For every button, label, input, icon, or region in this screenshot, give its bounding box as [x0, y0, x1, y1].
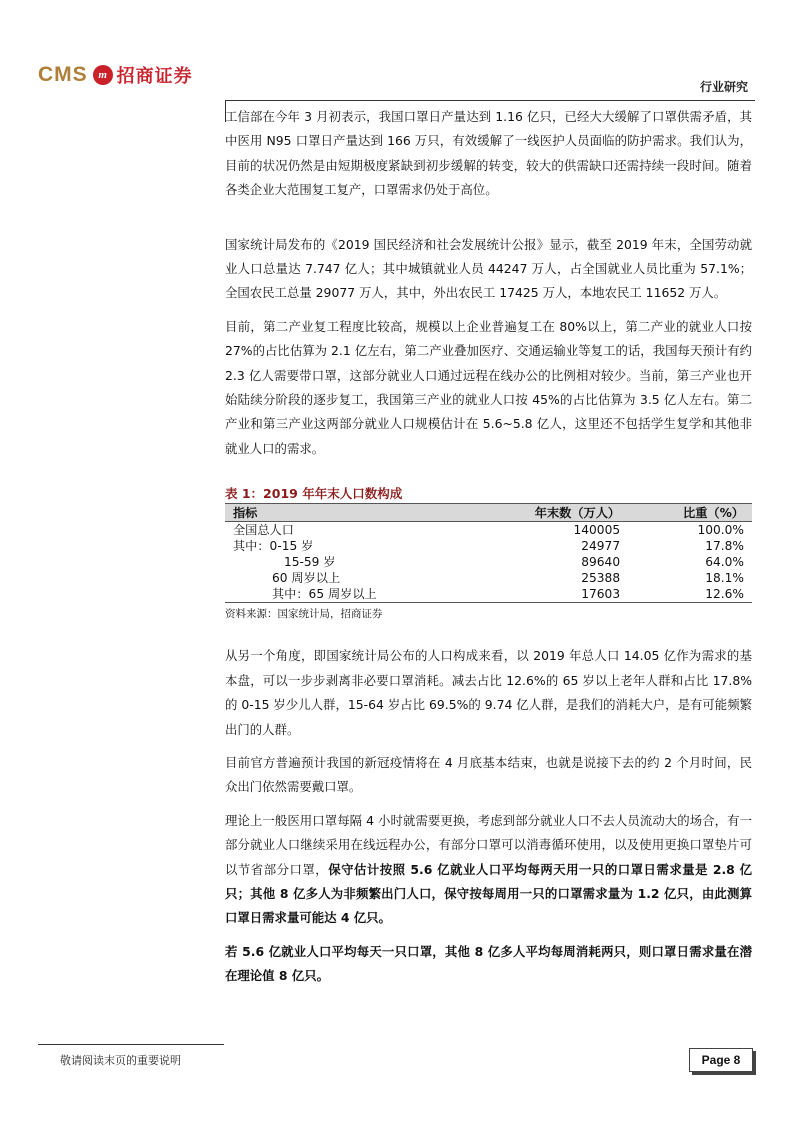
- table-cell-share: 18.1%: [705, 571, 744, 586]
- table-row: [225, 586, 752, 603]
- paragraph-demand-estimate: [225, 809, 752, 931]
- table-title: 表 1：2019 年年末人口数构成: [225, 486, 403, 502]
- logo-cms-text: CMS: [38, 63, 88, 86]
- table-row: [225, 554, 752, 570]
- table-cell-value: 17603: [470, 586, 634, 603]
- table-cell-label: 全国总人口: [233, 523, 294, 538]
- paragraph-theoretical-demand: 若 5.6 亿就业人口平均每天一只口罩，其他 8 亿多人平均每周消耗两只，则口罩日需求量在潜在理论值 8 亿只。: [225, 943, 752, 984]
- paragraph-employment-stats: 国家统计局发布的《2019 国民经济和社会发展统计公报》显示，截至 2019 年末，全国劳动就业人口总量达 7.747 亿人；其中城镇就业人员 44247 万人，占全国就业人员比重为 57.1%；全国农民工总量 29077 万人，其中，外出农民工 17425 万人，本地农民工 11652 万人。: [225, 236, 752, 301]
- footer-disclaimer-note: 敬请阅读末页的重要说明: [60, 1054, 181, 1067]
- logo-mark-icon: m: [93, 65, 113, 85]
- table-cell-label: 其中：65 周岁以上: [225, 586, 470, 603]
- table-cell-value: 24977: [581, 539, 621, 554]
- table-header-indicator: 指标: [233, 506, 258, 521]
- paragraph-industry-recovery: 目前，第二产业复工程度比较高，规模以上企业普遍复工在 80%以上，第二产业的就业人口按 27%的占比估算为 2.1 亿左右，第二产业叠加医疗、交通运输业等复工的话，我国每天预计有约 2.3 亿人需要带口罩，这部分就业人口通过远程在线办公的比例相对较少。当前，第三产业也开始陆续分阶段的逐步复工，我国第三产业的就业人口按 45%的占比估算为 3.5 亿人左右。第二产业和第三产业这两部分就业人口规模估计在 5.6~5.8 亿人，这里还不包括学生复学和其他非就业人口的需求。: [225, 318, 752, 456]
- table-source: 资料来源：国家统计局，招商证券: [225, 608, 383, 621]
- header-divider: [225, 100, 755, 101]
- demand-estimate-bold-text: 保守估计按照 5.6 亿就业人口平均每两天用一只的口罩日需求量是 2.8 亿只；其他 8 亿多人为非频繁出门人口，保守按每周用一只的口罩需求量为 1.2 亿只，由此测算口罩日需求量可能达 4 亿只。: [225, 861, 753, 926]
- table-cell-share: 17.8%: [705, 539, 744, 554]
- table-cell-label: 60 周岁以上: [272, 571, 341, 586]
- table-cell-label: 15-59 岁: [284, 555, 336, 570]
- table-header-value: 年末数（万人）: [534, 506, 621, 521]
- table-cell-value: 140005: [573, 523, 621, 538]
- population-table: [225, 503, 752, 603]
- paragraph-supply: 工信部在今年 3 月初表示，我国口罩日产量达到 1.16 亿只，已经大大缓解了口罩供需矛盾，其中医用 N95 口罩日产量达到 166 万只，有效缓解了一线医护人员面临的防护需求。我们认为，目前的状况仍然是由短期极度紧缺到初步缓解的转变，较大的供需缺口还需持续一段时间。随着各类企业大范围复工复产，口罩需求仍处于高位。: [225, 109, 752, 198]
- paragraph-population-structure: 从另一个角度，即国家统计局公布的人口构成来看，以 2019 年总人口 14.05 亿作为需求的基本盘，可以一步步剥离非必要口罩消耗。减去占比 12.6%的 65 岁以上老年人群和占比 17.8%的 0-15 岁少儿人群，15-64 岁占比 69.5%的 9.74 亿人群，是我们的消耗大户，是有可能频繁出门的人群。: [225, 648, 752, 737]
- table-cell-share: 64.0%: [705, 555, 744, 570]
- footer-divider: [38, 1044, 224, 1045]
- paragraph-epidemic-outlook: 目前官方普遍预计我国的新冠疫情将在 4 月底基本结束，也就是说接下去的约 2 个月时间，民众出门依然需要戴口罩。: [225, 754, 752, 795]
- table-row: [225, 538, 752, 554]
- demand-estimate-normal-text: 理论上一般医用口罩每隔 4 小时就需要更换，考虑到部分就业人口不去人员流动大的场合，有一部分就业人口继续采用在线远程办公，有部分口罩可以消毒循环使用，以及使用更换口罩垫片可以节省部分口罩，: [225, 812, 752, 877]
- logo-chinese-name: 招商证券: [116, 66, 193, 87]
- page-number: Page 8: [689, 1048, 753, 1072]
- section-label: 行业研究: [699, 80, 748, 94]
- table-cell-value: 25388: [581, 571, 621, 586]
- table-row: [225, 522, 752, 539]
- company-logo: [38, 62, 193, 88]
- table-header-row: [225, 504, 752, 522]
- table-header-share: 比重（%）: [683, 506, 744, 521]
- table-cell-value: 89640: [581, 555, 621, 570]
- table-cell-share: 12.6%: [634, 586, 752, 603]
- table-row: [225, 570, 752, 586]
- table-cell-label: 其中：0-15 岁: [233, 539, 314, 554]
- document-body: [225, 105, 752, 989]
- table-cell-share: 100.0%: [697, 523, 744, 538]
